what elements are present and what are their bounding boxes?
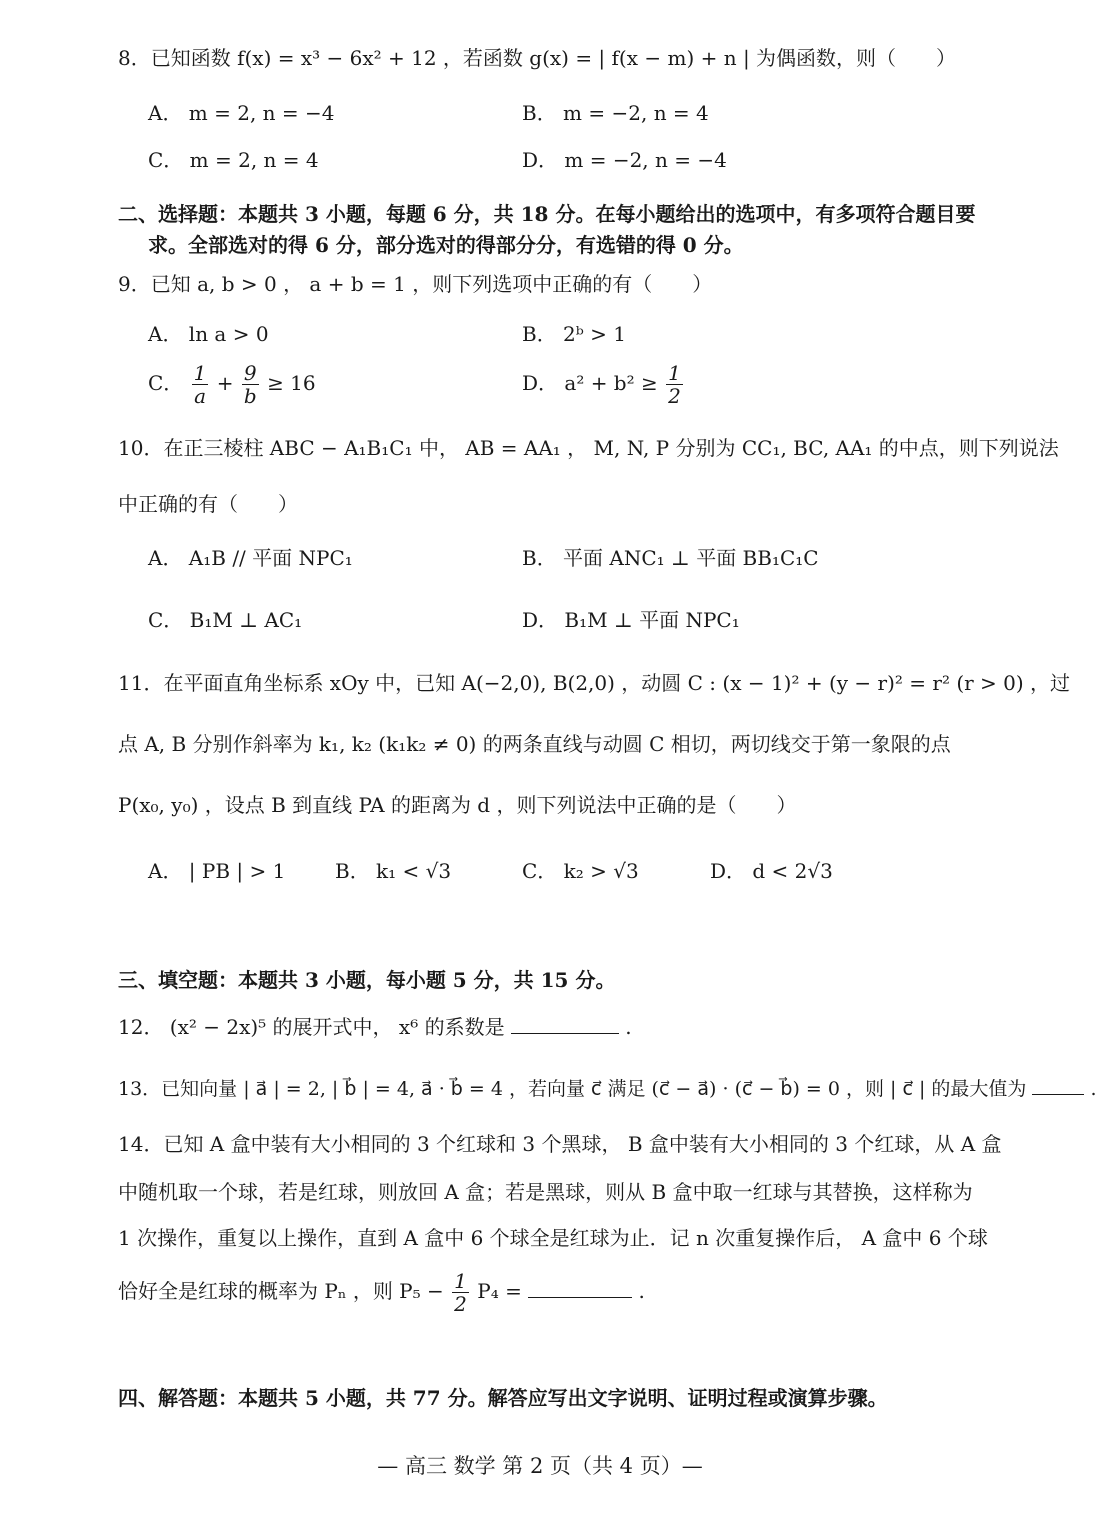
q12-answer-blank[interactable] <box>511 1032 619 1034</box>
q13-text: 13．已知向量 | a⃗ | = 2, | b⃗ | = 4, a⃗ · b⃗ = 4 ，若向量 c⃗ 满足 (c⃗ − a⃗) · (c⃗ − b⃗) = 0 ，则 | c⃗ | 的最大值为 <box>118 1078 1027 1100</box>
q14-line3: 1 次操作，重复以上操作，直到 A 盒中 6 个球全是红球为止．记 n 次重复操作后， A 盒中 6 个球 <box>118 1226 988 1250</box>
q9-option-a: A． ln a > 0 <box>148 322 269 346</box>
q11-option-b: B． k₁ < √3 <box>335 859 452 883</box>
q8-option-c: C． m = 2, n = 4 <box>148 148 319 172</box>
q14-line2: 中随机取一个球，若是红球，则放回 A 盒；若是黑球，则从 B 盒中取一红球与其替换，这样称为 <box>118 1180 973 1204</box>
q11-option-a: A． | PB | > 1 <box>148 859 286 883</box>
q14-frac-den: 2 <box>454 1292 467 1316</box>
q12-text: 12． (x² − 2x)⁵ 的展开式中， x⁶ 的系数是 <box>118 1015 505 1039</box>
q8-stem: 8．已知函数 f(x) = x³ − 6x² + 12 ，若函数 g(x) = | f(x − m) + n | 为偶函数，则（ ） <box>118 46 957 70</box>
q9-d-frac-den: 2 <box>668 384 681 408</box>
q9-option-c-plus: + <box>216 371 234 395</box>
q9-stem: 9．已知 a, b > 0 ， a + b = 1 ，则下列选项中正确的有（ ） <box>118 272 713 296</box>
q8-option-b: B． m = −2, n = 4 <box>522 101 709 125</box>
q9-option-c <box>148 362 316 407</box>
q8-option-a: A． m = 2, n = −4 <box>148 101 335 125</box>
q10-option-d: D． B₁M ⊥ 平面 NPC₁ <box>522 608 740 632</box>
q9-option-d-frac <box>666 362 683 407</box>
q9-option-d <box>522 362 685 407</box>
section2-line2: 求。全部选对的得 6 分，部分选对的得部分分，有选错的得 0 分。 <box>148 233 744 257</box>
q9-option-c-frac2 <box>242 362 259 407</box>
q14-line4 <box>118 1270 645 1315</box>
q14-line4-prefix: 恰好全是红球的概率为 Pₙ ，则 P₅ − <box>118 1279 444 1303</box>
q9-c-frac1-den: a <box>194 384 206 408</box>
page-footer: — 高三 数学 第 2 页（共 4 页）— <box>377 1454 703 1478</box>
q9-d-frac-num: 1 <box>668 361 681 385</box>
q14-frac-num: 1 <box>454 1269 467 1293</box>
q10-option-c: C． B₁M ⊥ AC₁ <box>148 608 303 632</box>
q8-option-d: D． m = −2, n = −4 <box>522 148 727 172</box>
q14-frac <box>452 1270 469 1315</box>
q11-line3: P(x₀, y₀) ，设点 B 到直线 PA 的距离为 d ，则下列说法中正确的是（ ） <box>118 793 797 817</box>
q13-answer-blank[interactable] <box>1032 1093 1084 1095</box>
q11-line2: 点 A, B 分别作斜率为 k₁, k₂ (k₁k₂ ≠ 0) 的两条直线与动圆 C 相切，两切线交于第一象限的点 <box>118 732 951 756</box>
q10-option-b: B． 平面 ANC₁ ⊥ 平面 BB₁C₁C <box>522 546 819 570</box>
q12-end: . <box>625 1015 632 1039</box>
q9-c-frac1-num: 1 <box>193 361 207 385</box>
q9-c-frac2-den: b <box>243 384 257 408</box>
q11-line1: 11．在平面直角坐标系 xOy 中，已知 A(−2,0), B(2,0) ，动圆 C : (x − 1)² + (y − r)² = r² (r > 0) ，过 <box>118 671 1071 695</box>
q11-option-c: C． k₂ > √3 <box>522 859 639 883</box>
section4-title: 四、解答题：本题共 5 小题，共 77 分。解答应写出文字说明、证明过程或演算步骤。 <box>118 1386 888 1410</box>
section3-title: 三、填空题：本题共 3 小题，每小题 5 分，共 15 分。 <box>118 968 616 992</box>
q11-option-d: D． d < 2√3 <box>710 859 833 883</box>
q14-end: . <box>638 1279 645 1303</box>
q12 <box>118 1015 632 1039</box>
q9-option-c-prefix: C． <box>148 371 184 395</box>
section2-line1: 二、选择题：本题共 3 小题，每题 6 分，共 18 分。在每小题给出的选项中，有多项符合题目要 <box>118 202 976 226</box>
q10-line1: 10．在正三棱柱 ABC − A₁B₁C₁ 中， AB = AA₁ ， M, N, P 分别为 CC₁, BC, AA₁ 的中点，则下列说法 <box>118 436 1059 460</box>
q9-option-d-prefix: D． a² + b² ≥ <box>522 371 658 395</box>
q10-option-a: A． A₁B // 平面 NPC₁ <box>148 546 353 570</box>
q14-line1: 14．已知 A 盒中装有大小相同的 3 个红球和 3 个黑球， B 盒中装有大小相同的 3 个红球，从 A 盒 <box>118 1132 1002 1156</box>
q9-option-b: B． 2ᵇ > 1 <box>522 322 626 346</box>
q9-option-c-suffix: ≥ 16 <box>267 371 316 395</box>
q13-end: . <box>1090 1078 1097 1100</box>
q10-line2: 中正确的有（ ） <box>118 492 298 516</box>
q13 <box>118 1078 1097 1101</box>
q9-c-frac2-num: 9 <box>242 362 259 385</box>
q14-answer-blank[interactable] <box>528 1296 632 1298</box>
q9-option-c-frac1 <box>192 362 209 407</box>
q14-line4-suffix: P₄ = <box>477 1279 522 1303</box>
